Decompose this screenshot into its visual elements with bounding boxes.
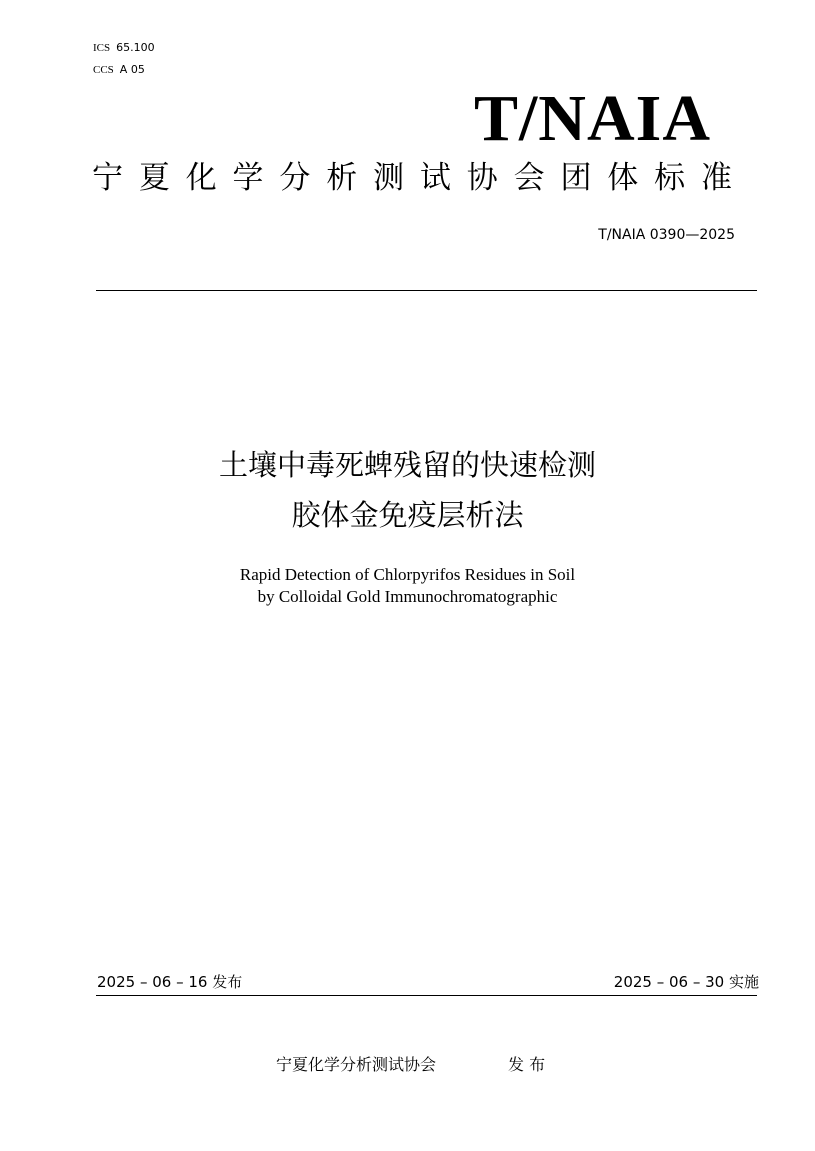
org-title-char: 宁 [92,160,123,196]
org-title-char: 化 [185,160,217,196]
org-title-char: 夏 [138,160,170,196]
ics-code [93,41,155,55]
org-title-char: 准 [700,160,732,196]
standard-number: T/NAIA 0390—2025 [598,227,735,243]
org-title-char: 标 [654,160,686,196]
org-title-char: 测 [373,160,405,196]
ics-label: ICS [93,42,111,54]
ics-value: 65.100 [116,41,155,54]
cn-title-line-2: 胶体金免疫层析法 [291,498,524,532]
org-standard-title [92,158,732,198]
org-title-char: 析 [326,160,358,196]
org-title-char: 试 [419,160,451,196]
cn-title-line-1: 土壤中毒死蜱残留的快速检测 [218,448,596,482]
org-title-char: 体 [607,160,639,196]
ccs-code [93,63,145,77]
ccs-value: A 05 [119,63,145,76]
en-title-line-2: by Colloidal Gold Immunochromatographic [257,587,558,606]
release-date: 2025 – 06 – 16 发布 [97,973,243,991]
org-title-char: 学 [232,160,264,196]
ccs-label: CCS [93,64,114,76]
publisher-name: 宁夏化学分析测试协会 [276,1055,437,1074]
header-divider [96,290,757,291]
implementation-date: 2025 – 06 – 30 实施 [613,973,759,991]
publish-label: 发 布 [508,1055,546,1074]
org-title-char: 分 [279,160,311,196]
org-title-char: 协 [466,160,498,196]
org-title-char: 会 [513,160,545,196]
footer-divider [96,995,757,996]
standard-logo: T/NAIA [473,82,711,155]
org-title-char: 团 [560,160,592,196]
en-title-line-1: Rapid Detection of Chlorpyrifos Residues in Soil [239,565,576,584]
